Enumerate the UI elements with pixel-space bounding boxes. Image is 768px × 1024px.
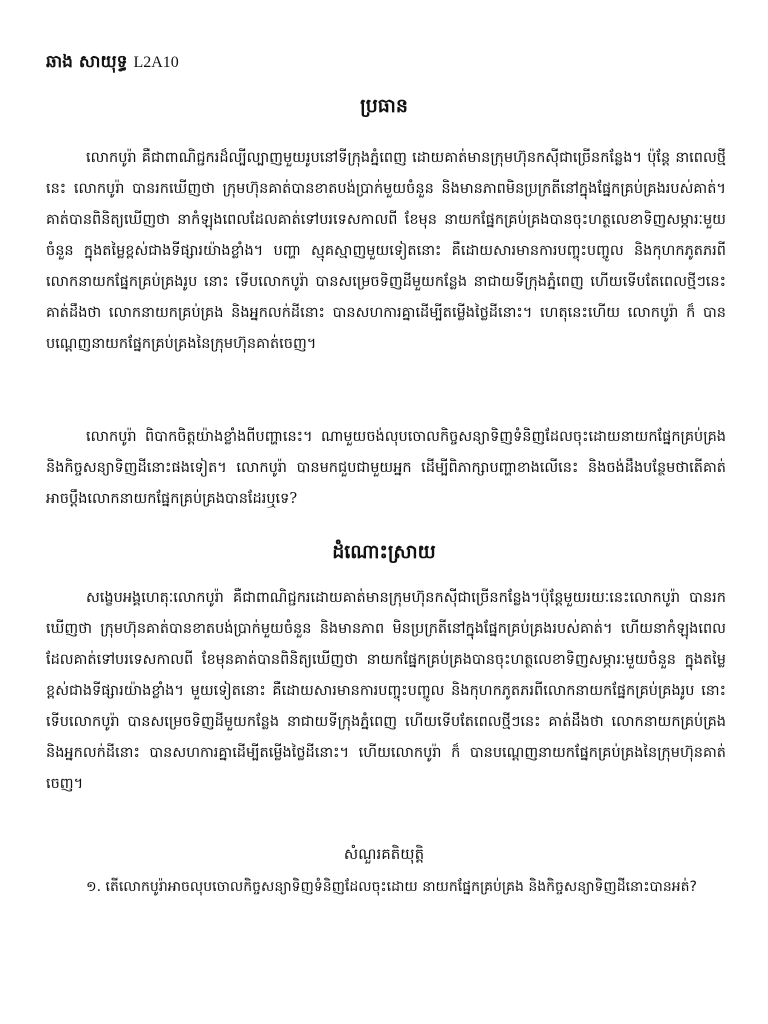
- author-name: ឆាង សាយុទ្ធ: [46, 52, 128, 72]
- problem-paragraph-2: លោកបូរ៉ា ពិបាកចិត្តយ៉ាងខ្លាំងពីបញ្ហានេះ។ ណាមួយចង់លុបចោលកិច្ចសន្យាទិញទំនិញដែលចុះដោយនាយកផ្នែកគ្រប់គ្រង និងកិច្ចសន្យាទិញដីនោះផងទៀត។ លោកបូរ៉ា បានមកជួបជាមួយអ្នក ដើម្បីពិភាក្សាបញ្ហាខាងលើនេះ និងចង់ដឹងបន្ថែមថាតើគាត់អាចប្តឹងលោកនាយកផ្នែកគ្រប់គ្រងបានដែរឬទេ?: [46, 429, 726, 507]
- document-header: [46, 50, 179, 75]
- problem-title: ប្រធាន: [360, 95, 408, 117]
- solution-title: ដំណោះស្រាយ: [332, 541, 436, 563]
- student-code: L2A10: [133, 54, 179, 71]
- solution-paragraph: សង្ខេបអង្គហេតុៈលោកបូរ៉ា គឺជាពាណិជ្ជករដោយគាត់មានក្រុមហ៊ុនកស៊ីជាច្រើនកន្លែង។ប៉ុន្តែមួយរយៈនេះលោកបូរ៉ា បានរកឃើញថា ក្រុមហ៊ុនគាត់បានខាតបង់ប្រាក់មួយចំនួន និងមានភាព មិនប្រក្រតីនៅក្នុងផ្នែកគ្រប់គ្រងរបស់គាត់។ ហើយនាកំឡុងពេលដែលគាត់ទៅបរទេសកាលពី ខែមុនគាត់បានពិនិត្យឃើញថា នាយកផ្នែកគ្រប់គ្រងបានចុះហត្ថលេខាទិញសម្ភារៈមួយចំនួន ក្នុងតម្លៃខ្ពស់ជាងទីផ្សារយ៉ាងខ្លាំង។ មួយទៀតនោះ គឺដោយសារមានការបញ្ចុះបញ្ចូល និងកុហកភូតភរពីលោកនាយកផ្នែកគ្រប់គ្រងរូប នោះ ទើបលោកបូរ៉ា បានសម្រេចទិញដីមួយកន្លែង នាជាយទីក្រុងភ្នំពេញ ហើយទើបតែពេលថ្មីៗនេះ គាត់ដឹងថា លោកនាយកគ្រប់គ្រង និងអ្នកលក់ដីនោះ បានសហការគ្នាដើម្បីតម្លើងថ្លៃដីនោះ។ ហើយលោកបូរ៉ា ក៏ បានបណ្តេញនាយកផ្នែកគ្រប់គ្រងនៃក្រុមហ៊ុនគាត់ចេញ។: [46, 590, 726, 792]
- problem-paragraph-1: លោកបូរ៉ា គឺជាពាណិជ្ជករដ៏ល្បីល្បាញមួយរូបនៅទីក្រុងភ្នំពេញ ដោយគាត់មានក្រុមហ៊ុនកស៊ីជាច្រើនកន្លែង។ ប៉ុន្តែ នាពេលថ្មីនេះ លោកបូរ៉ា បានរកឃើញថា ក្រុមហ៊ុនគាត់បានខាតបង់ប្រាក់មួយចំនួន និងមានភាពមិនប្រក្រតីនៅក្នុងផ្នែកគ្រប់គ្រងរបស់គាត់។ គាត់បានពិនិត្យឃើញថា នាកំឡុងពេលដែលគាត់ទៅបរទេសកាលពី ខែមុន នាយកផ្នែកគ្រប់គ្រងបានចុះហត្ថលេខាទិញសម្ភារៈមួយចំនួន ក្នុងតម្លៃខ្ពស់ជាងទីផ្សារយ៉ាងខ្លាំង។ បញ្ហា ស្មុគស្មាញមួយទៀតនោះ គឺដោយសារមានការបញ្ចុះបញ្ចូល និងកុហកភូតភរពីលោកនាយកផ្នែកគ្រប់គ្រងរូប នោះ ទើបលោកបូរ៉ា បានសម្រេចទិញដីមួយកន្លែង នាជាយទីក្រុងភ្នំពេញ ហើយទើបតែពេលថ្មីៗនេះ គាត់ដឹងថា លោកនាយកគ្រប់គ្រង និងអ្នកលក់ដីនោះ បានសហការគ្នាដើម្បីតម្លើងថ្លៃដីនោះ។ ហេតុនេះហើយ លោកបូរ៉ា ក៏ បានបណ្តេញនាយកផ្នែកគ្រប់គ្រងនៃក្រុមហ៊ុនគាត់ចេញ។: [46, 150, 726, 352]
- legal-question-1: ១. តើលោកបូរ៉ាអាចលុបចោលកិច្ចសន្យាទិញទំនិញដែលចុះដោយ នាយកផ្នែកគ្រប់គ្រង និងកិច្ចសន្យាទិញដីនោះបានអត់?: [86, 879, 697, 895]
- legal-questions-title: សំណួរគតិយុត្តិ: [343, 845, 425, 863]
